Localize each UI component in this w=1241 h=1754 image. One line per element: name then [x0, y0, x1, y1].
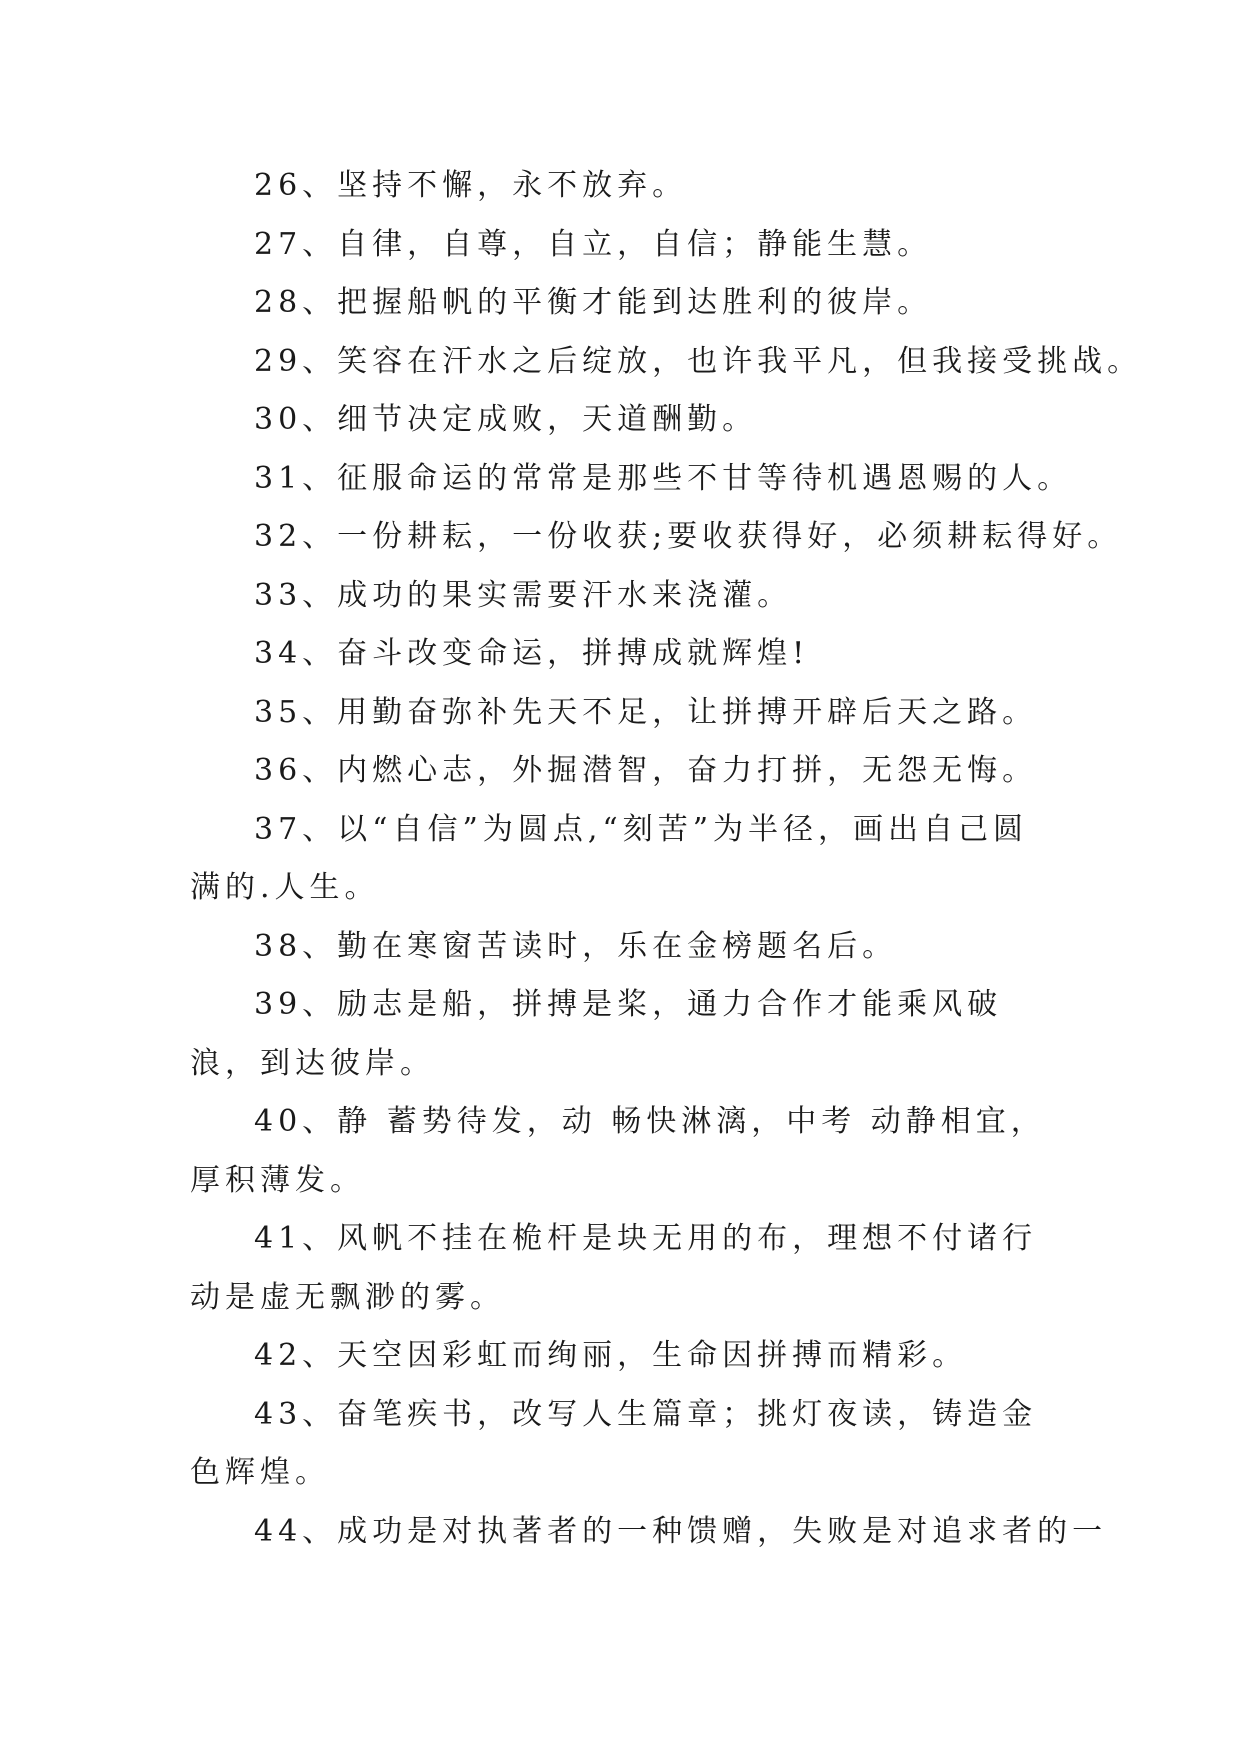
paragraph-27: 27、自律，自尊，自立，自信；静能生慧。: [254, 226, 933, 262]
paragraph-44: 44、成功是对执著者的一种馈赠，失败是对追求者的一: [254, 1513, 1108, 1549]
paragraph-31: 31、征服命运的常常是那些不甘等待机遇恩赐的人。: [254, 460, 1073, 496]
paragraph-33: 33、成功的果实需要汗水来浇灌。: [254, 577, 793, 613]
paragraph-39: 39、励志是船，拼搏是桨，通力合作才能乘风破浪，到达彼岸。: [190, 987, 1003, 1081]
paragraph-38: 38、勤在寒窗苦读时，乐在金榜题名后。: [254, 928, 898, 964]
paragraph-37: 37、以“自信”为圆点,“刻苦”为半径，画出自己圆满的.人生。: [190, 811, 1029, 905]
paragraph-30: 30、细节决定成败，天道酬勤。: [254, 402, 758, 437]
paragraph-35: 35、用勤奋弥补先天不足，让拼搏开辟后天之路。: [254, 694, 1038, 730]
paragraph-29: 29、笑容在汗水之后绽放，也许我平凡，但我接受挑战。: [254, 343, 1143, 379]
paragraph-41: 41、风帆不挂在桅杆是块无用的布，理想不付诸行动是虚无飘渺的雾。: [190, 1221, 1038, 1315]
paragraph-32: 32、一份耕耘，一份收获;要收获得好，必须耕耘得好。: [254, 519, 1123, 554]
paragraph-42: 42、天空因彩虹而绚丽，生命因拼搏而精彩。: [254, 1338, 968, 1373]
document-body: [190, 157, 1143, 1561]
paragraph-43: 43、奋笔疾书，改写人生篇章；挑灯夜读，铸造金色辉煌。: [190, 1396, 1038, 1490]
paragraph-40: 40、静 蓄势待发，动 畅快淋漓，中考 动静相宜，厚积薄发。: [190, 1104, 1046, 1198]
paragraph-36: 36、内燃心志，外掘潜智，奋力打拼，无怨无悔。: [254, 753, 1038, 788]
paragraph-34: 34、奋斗改变命运，拼搏成就辉煌!: [254, 636, 810, 671]
paragraph-28: 28、把握船帆的平衡才能到达胜利的彼岸。: [254, 285, 933, 320]
paragraph-26: 26、坚持不懈，永不放弃。: [254, 168, 688, 203]
